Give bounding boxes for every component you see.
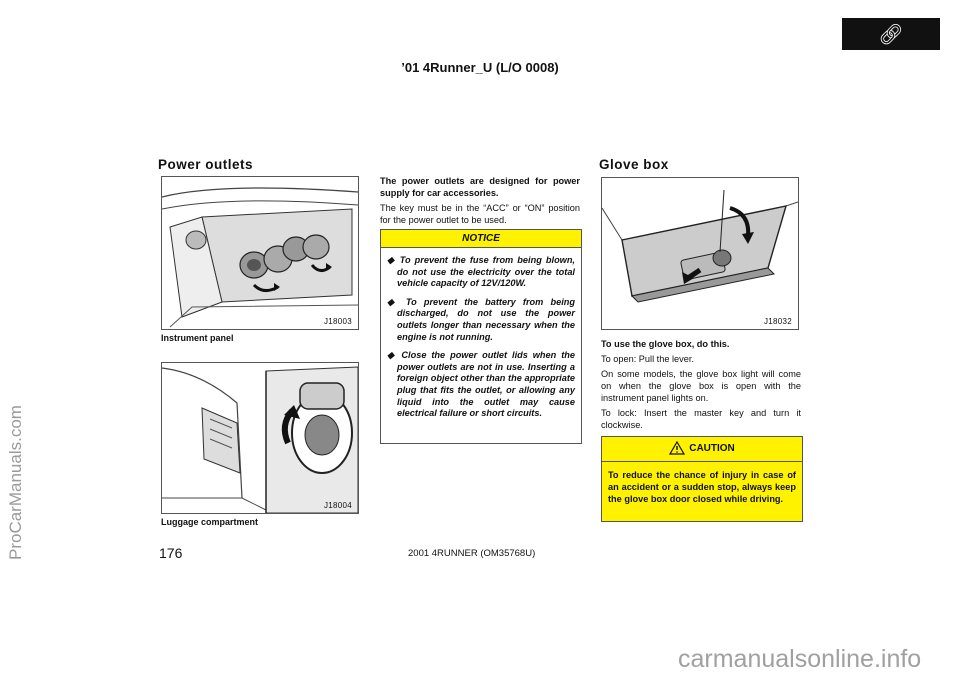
diamond-bullet-icon: ◆	[387, 350, 397, 361]
notice-box	[380, 229, 582, 444]
caution-text: To reduce the chance of injury in case of an accident or a sudden stop, always keep the glove box door closed while driving.	[608, 470, 796, 504]
figure-code: J18032	[763, 317, 792, 326]
figure-code: J18004	[323, 501, 352, 510]
power-outlets-title: Power outlets	[158, 157, 254, 172]
instrument-panel-illustration	[162, 177, 358, 329]
document-header: ’01 4Runner_U (L/O 0008)	[401, 60, 559, 75]
power-outlets-intro-text: The key must be in the “ACC” or “ON” position for the power outlet to be used.	[380, 203, 580, 226]
glove-box-paragraph: To lock: Insert the master key and turn it clockwise.	[601, 408, 801, 431]
diamond-bullet-icon: ◆	[387, 296, 399, 307]
bottom-watermark: carmanualsonline.info	[678, 645, 922, 673]
left-watermark: ProCarManuals.com	[6, 405, 25, 560]
power-outlets-intro-bold: The power outlets are designed for power supply for car accessories.	[380, 176, 580, 199]
glove-box-paragraph: To open: Pull the lever.	[601, 354, 694, 364]
caution-header	[602, 437, 802, 462]
glove-box-title: Glove box	[599, 157, 669, 172]
warning-triangle-icon	[669, 441, 685, 455]
instrument-panel-caption: Instrument panel	[161, 333, 234, 343]
model-code: 2001 4RUNNER (OM35768U)	[408, 548, 536, 559]
bookmark-hook-icon: 🔗︎	[878, 23, 904, 46]
notice-title: NOTICE	[381, 230, 581, 248]
figure-code: J18003	[323, 317, 352, 326]
caution-box	[601, 436, 803, 522]
luggage-compartment-illustration	[162, 363, 358, 513]
glove-box-paragraph: On some models, the glove box light will come on when the glove box is open with the instrument panel lights on.	[601, 369, 801, 404]
instrument-panel-figure	[161, 176, 359, 330]
section-tab-marker	[842, 18, 940, 50]
caution-title: CAUTION	[689, 442, 735, 454]
notice-item: ◆ To prevent the battery from being discharged, do not use the power outlets longer than necessary when the engine is not running.	[387, 296, 575, 342]
luggage-compartment-figure	[161, 362, 359, 514]
glove-box-illustration	[602, 178, 798, 329]
glove-box-figure	[601, 177, 799, 330]
notice-item: ◆ To prevent the fuse from being blown, do not use the electricity over the total vehicle capacity of 12V/120W.	[387, 255, 575, 289]
diamond-bullet-icon: ◆	[387, 255, 396, 265]
notice-item: ◆ Close the power outlet lids when the power outlets are not in use. Inserting a foreign object other than the appropriate plug that fits the outlet, or allowing any liquid into the outlet may cause electrical failure or short circuits.	[387, 350, 575, 419]
luggage-compartment-caption: Luggage compartment	[161, 517, 259, 527]
page-number: 176	[159, 545, 183, 561]
glove-box-use-heading: To use the glove box, do this.	[601, 339, 730, 349]
